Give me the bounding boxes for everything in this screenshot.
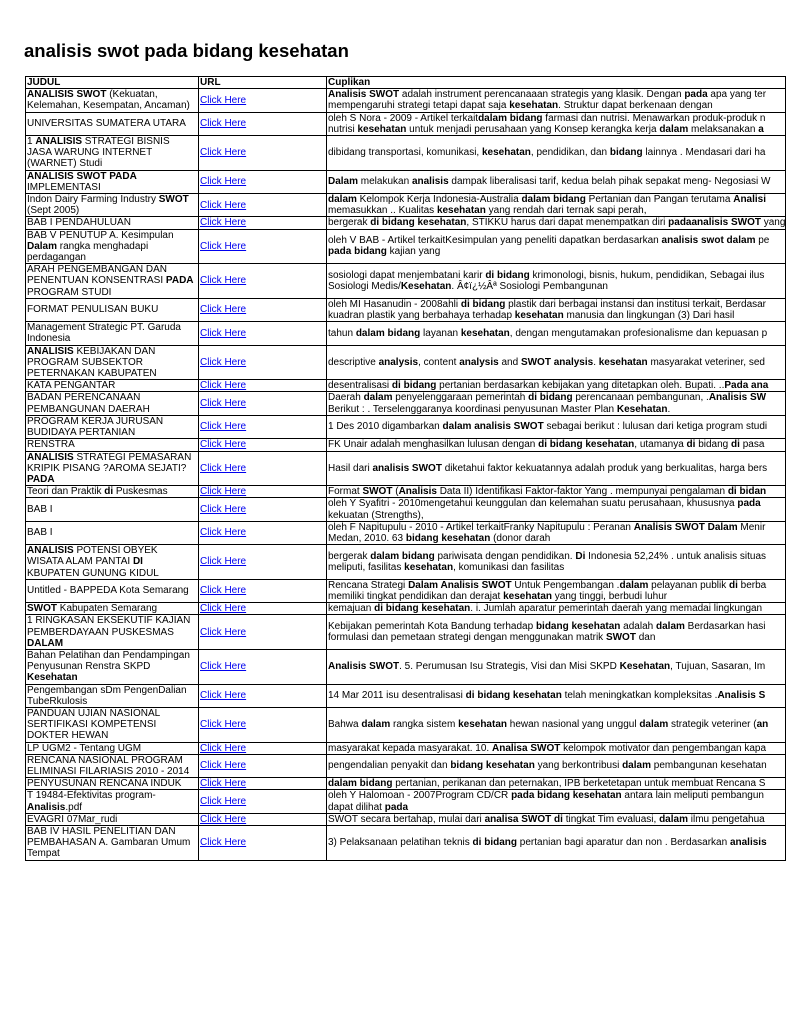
table-row (26, 439, 786, 451)
click-here-link[interactable]: Click Here (200, 327, 247, 339)
row-url-cell (199, 322, 327, 345)
row-snippet (327, 826, 786, 861)
row-title: SWOT Kabupaten Semarang (26, 603, 199, 615)
click-here-link[interactable]: Click Here (200, 719, 247, 731)
row-url-cell (199, 813, 327, 825)
row-title: 1 RINGKASAN EKSEKUTIF KAJIAN PEMBERDAYAAN PUSKESMAS DALAM (26, 615, 199, 650)
snippet-line: formulasi dan pemetaan strategi dengan menggunakan matrik SWOT dan (328, 632, 656, 644)
click-here-link[interactable]: Click Here (200, 421, 247, 433)
row-title: BAB IV HASIL PENELITIAN DAN PEMBAHASAN A. Gambaran Umum Tempat (26, 826, 199, 861)
table-row (26, 170, 786, 193)
results-table (25, 76, 786, 861)
row-title: Bahan Pelatihan dan Pendampingan Penyusunan Renstra SKPD Kesehatan (26, 649, 199, 684)
row-url-cell (199, 451, 327, 486)
snippet-line: kemajuan di bidang kesehatan. i. Jumlah aparatur pemerintah daerah yang memadai lingkungan (328, 603, 763, 615)
row-snippet (327, 229, 786, 264)
row-title: LP UGM2 - Tentang UGM (26, 742, 199, 754)
row-url-cell (199, 707, 327, 742)
snippet-line: bergerak dalam bidang pariwisata dengan pendidikan. Di Indonesia 52,24% . untuk analisis situas (328, 550, 767, 562)
table-row (26, 89, 786, 112)
row-url-cell (199, 486, 327, 498)
snippet-line: kekuatan (Strengths), (328, 509, 424, 521)
click-here-link[interactable]: Click Here (200, 527, 247, 539)
row-title: ANALISIS SWOT PADA IMPLEMENTASI (26, 170, 199, 193)
click-here-link[interactable]: Click Here (200, 503, 247, 515)
table-row (26, 603, 786, 615)
snippet-line: memiliki tingkat pendidikan dan derajat kesehatan yang tinggi, berbudi luhur (328, 590, 668, 602)
row-snippet (327, 89, 786, 112)
row-url-cell (199, 603, 327, 615)
row-title: Management Strategic PT. Garuda Indonesia (26, 322, 199, 345)
click-here-link[interactable]: Click Here (200, 813, 247, 825)
row-snippet (327, 217, 786, 229)
row-title: EVAGRI 07Mar_rudi (26, 813, 199, 825)
results-table-wrapper (25, 76, 786, 861)
row-url-cell (199, 229, 327, 264)
header-row (26, 77, 786, 89)
table-row (26, 778, 786, 790)
header-cuplikan: Cuplikan (327, 77, 786, 89)
row-url-cell (199, 754, 327, 777)
snippet-line: oleh F Napitupulu - 2010 - Artikel terkaitFranky Napitupulu : Peranan Analisis SWOT Dalam Menir (328, 521, 766, 533)
row-snippet (327, 439, 786, 451)
row-title: T 19484-Efektivitas program-Analisis.pdf (26, 790, 199, 813)
row-snippet (327, 170, 786, 193)
snippet-line: kuadran plastik yang berbahaya terhadap kesehatan manusia dan lingkungan (3) Dari hasil (328, 310, 735, 322)
snippet-line: Hasil dari analisis SWOT diketahui faktor kekuatannya adalah produk yang berkualitas, harga bers (328, 462, 768, 474)
click-here-link[interactable]: Click Here (200, 217, 247, 229)
snippet-line: pada bidang kajian yang (328, 246, 441, 258)
snippet-line: memasukkan .. Kualitas kesehatan yang rendah dari ternak sapi perah, (328, 205, 647, 217)
click-here-link[interactable]: Click Here (200, 661, 247, 673)
row-snippet (327, 649, 786, 684)
row-snippet (327, 451, 786, 486)
snippet-line: oleh Y Syafitri - 2010mengetahui keunggulan dan kelemahan suatu perusahaan, khususnya pada (328, 498, 761, 510)
row-title: PENYUSUNAN RENCANA INDUK (26, 778, 199, 790)
click-here-link[interactable]: Click Here (200, 585, 247, 597)
table-row (26, 813, 786, 825)
table-row (26, 322, 786, 345)
row-snippet (327, 603, 786, 615)
click-here-link[interactable]: Click Here (200, 275, 247, 287)
row-url-cell (199, 392, 327, 415)
click-here-link[interactable]: Click Here (200, 356, 247, 368)
snippet-line: pengendalian penyakit dan bidang kesehatan yang berkontribusi dalam pembangunan kesehatan (328, 760, 767, 772)
row-snippet (327, 684, 786, 707)
snippet-line: 1 Des 2010 digambarkan dalam analisis SWOT sebagai berikut : lulusan dari ketiga program studi (328, 421, 768, 433)
snippet-line: descriptive analysis, content analysis and SWOT analysis. kesehatan masyarakat veteriner, sed (328, 356, 765, 368)
table-row (26, 754, 786, 777)
table-row (26, 194, 786, 217)
table-row (26, 112, 786, 135)
row-snippet (327, 345, 786, 380)
header-judul: JUDUL (26, 77, 199, 89)
row-title: RENSTRA (26, 439, 199, 451)
click-here-link[interactable]: Click Here (200, 176, 247, 188)
snippet-line: oleh MI Hasanudin - 2008ahli di bidang plastik dari berbagai instansi dan institusi terkait, Berdasar (328, 298, 767, 310)
snippet-line: dibidang transportasi, komunikasi, kesehatan, pendidikan, dan bidang lainnya . Mendasari dari ha (328, 147, 766, 159)
snippet-line: SWOT secara bertahap, mulai dari analisa SWOT di tingkat Tim evaluasi, dalam ilmu pengetahua (328, 813, 765, 825)
row-url-cell (199, 136, 327, 171)
row-snippet (327, 754, 786, 777)
row-snippet (327, 392, 786, 415)
snippet-line: oleh Y Halomoan - 2007Program CD/CR pada bidang kesehatan antara lain meliputi pembangun (328, 790, 764, 802)
row-url-cell (199, 545, 327, 580)
table-row (26, 742, 786, 754)
snippet-line: Berikut : . Terselenggaranya koordinasi penyusunan Master Plan Kesehatan. (328, 403, 671, 415)
row-snippet (327, 112, 786, 135)
header-url: URL (199, 77, 327, 89)
table-row (26, 451, 786, 486)
table-row (26, 298, 786, 321)
row-url-cell (199, 89, 327, 112)
table-row (26, 415, 786, 438)
table-row (26, 217, 786, 229)
snippet-line: nutrisi kesehatan untuk menjadi perusahaan yang Konsep kerangka kerja dalam melaksanakan a (328, 123, 764, 135)
row-snippet (327, 521, 786, 544)
snippet-line: desentralisasi di bidang pertanian berdasarkan kebijakan yang ditetapkan oleh. Bupati. ..Pada ana (328, 380, 769, 392)
row-snippet (327, 380, 786, 392)
row-url-cell (199, 684, 327, 707)
snippet-line: dapat dilihat pada (328, 801, 409, 813)
table-row (26, 345, 786, 380)
table-row (26, 579, 786, 602)
row-snippet (327, 194, 786, 217)
row-snippet (327, 136, 786, 171)
row-snippet (327, 415, 786, 438)
row-title: Untitled - BAPPEDA Kota Semarang (26, 579, 199, 602)
row-title: BAB I PENDAHULUAN (26, 217, 199, 229)
row-title: PROGRAM KERJA JURUSAN BUDIDAYA PERTANIAN (26, 415, 199, 438)
page-title: analisis swot pada bidang kesehatan (24, 40, 349, 61)
row-title: ARAH PENGEMBANGAN DAN PENENTUAN KONSENTRASI PADA PROGRAM STUDI (26, 264, 199, 299)
snippet-line: sosiologi dapat menjembatani karir di bidang krimonologi, bisnis, hukum, pendidikan, Sebagai ilus (328, 269, 765, 281)
snippet-line: mempengaruhi strategi tetapi dapat saja kesehatan. Struktur dapat berkenaan dengan (328, 100, 713, 112)
snippet-line: Bahwa dalam rangka sistem kesehatan hewan nasional yang unggul dalam strategik veteriner (an (328, 719, 769, 731)
row-url-cell (199, 345, 327, 380)
row-url-cell (199, 579, 327, 602)
click-here-link[interactable]: Click Here (200, 837, 247, 849)
row-url-cell (199, 439, 327, 451)
click-here-link[interactable]: Click Here (200, 118, 247, 130)
click-here-link[interactable]: Click Here (200, 240, 247, 252)
click-here-link[interactable]: Click Here (200, 778, 247, 790)
row-title: ANALISIS KEBIJAKAN DAN PROGRAM SUBSEKTOR PETERNAKAN KABUPATEN (26, 345, 199, 380)
click-here-link[interactable]: Click Here (200, 439, 247, 451)
row-title: RENCANA NASIONAL PROGRAM ELIMINASI FILARIASIS 2010 - 2014 (26, 754, 199, 777)
snippet-line: Sosiologi Medis/Kesehatan. Â¢ï¿½Âª Sosiologi Pembangunan (328, 281, 608, 293)
row-snippet (327, 790, 786, 813)
table-row (26, 486, 786, 498)
row-title: BADAN PERENCANAAN PEMBANGUNAN DAERAH (26, 392, 199, 415)
snippet-line: Analisis SWOT adalah instrument perencanaaan strategis yang klasik. Dengan pada apa yang ter (328, 89, 767, 101)
row-title: UNIVERSITAS SUMATERA UTARA (26, 112, 199, 135)
row-title: PANDUAN UJIAN NASIONAL SERTIFIKASI KOMPETENSI DOKTER HEWAN (26, 707, 199, 742)
row-snippet (327, 778, 786, 790)
row-title: KATA PENGANTAR (26, 380, 199, 392)
table-row (26, 684, 786, 707)
row-title: BAB I (26, 498, 199, 521)
snippet-line: dalam bidang pertanian, perikanan dan peternakan, IPB berketetapan untuk membuat Rencana S (328, 778, 766, 790)
snippet-line: Format SWOT (Analisis Data II) Identifikasi Faktor-faktor Yang . mempunyai pengalaman di bidan (328, 486, 767, 498)
snippet-line: Daerah dalam penyelenggaraan pemerintah di bidang perencanaan pembangunan, .Analisis SW (328, 392, 767, 404)
table-row (26, 521, 786, 544)
row-url-cell (199, 380, 327, 392)
row-snippet (327, 486, 786, 498)
click-here-link[interactable]: Click Here (200, 147, 247, 159)
click-here-link[interactable]: Click Here (200, 462, 247, 474)
row-url-cell (199, 217, 327, 229)
row-url-cell (199, 615, 327, 650)
snippet-line: meliputi, fasilitas kesehatan, komunikasi dan fasilitas (328, 561, 565, 573)
row-url-cell (199, 790, 327, 813)
table-row (26, 380, 786, 392)
click-here-link[interactable]: Click Here (200, 486, 247, 498)
click-here-link[interactable]: Click Here (200, 742, 247, 754)
snippet-line: Kebijakan pemerintah Kota Bandung terhadap bidang kesehatan adalah dalam Berdasarkan hasi (328, 620, 766, 632)
row-url-cell (199, 194, 327, 217)
table-row (26, 545, 786, 580)
table-row (26, 790, 786, 813)
row-snippet (327, 498, 786, 521)
row-title: Pengembangan sDm PengenDalian TubeRkulosis (26, 684, 199, 707)
click-here-link[interactable]: Click Here (200, 603, 247, 615)
snippet-line: bergerak di bidang kesehatan, STIKKU harus dari dapat menempatkan diri padaanalisis SWOT yang (328, 217, 786, 229)
click-here-link[interactable]: Click Here (200, 556, 247, 568)
table-row (26, 826, 786, 861)
row-url-cell (199, 778, 327, 790)
table-row (26, 615, 786, 650)
click-here-link[interactable]: Click Here (200, 795, 247, 807)
row-snippet (327, 264, 786, 299)
click-here-link[interactable]: Click Here (200, 199, 247, 211)
row-url-cell (199, 264, 327, 299)
click-here-link[interactable]: Click Here (200, 690, 247, 702)
row-title: BAB V PENUTUP A. Kesimpulan Dalam rangka menghadapi perdagangan (26, 229, 199, 264)
row-url-cell (199, 298, 327, 321)
row-url-cell (199, 742, 327, 754)
row-url-cell (199, 415, 327, 438)
row-snippet (327, 322, 786, 345)
row-snippet (327, 813, 786, 825)
table-row (26, 649, 786, 684)
row-snippet (327, 615, 786, 650)
table-row (26, 264, 786, 299)
snippet-line: oleh S Nora - 2009 - Artikel terkaitdalam bidang farmasi dan nutrisi. Menawarkan produk-produk n (328, 112, 766, 124)
snippet-line: Medan, 2010. 63 bidang kesehatan (donor darah (328, 532, 551, 544)
row-title: BAB I (26, 521, 199, 544)
click-here-link[interactable]: Click Here (200, 626, 247, 638)
row-snippet (327, 707, 786, 742)
snippet-line: Rencana Strategi Dalam Analisis SWOT Untuk Pengembangan .dalam pelayanan publik di berba (328, 579, 767, 591)
row-url-cell (199, 498, 327, 521)
snippet-line: dalam Kelompok Kerja Indonesia-Australia dalam bidang Pertanian dan Pangan terutama Analisi (328, 194, 767, 206)
row-title: ANALISIS SWOT (Kekuatan, Kelemahan, Kesempatan, Ancaman) (26, 89, 199, 112)
table-row (26, 707, 786, 742)
table-row (26, 498, 786, 521)
row-title: ANALISIS STRATEGI PEMASARAN KRIPIK PISANG ?AROMA SEJATI? PADA (26, 451, 199, 486)
click-here-link[interactable]: Click Here (200, 380, 247, 392)
row-snippet (327, 298, 786, 321)
row-title: FORMAT PENULISAN BUKU (26, 298, 199, 321)
click-here-link[interactable]: Click Here (200, 94, 247, 106)
snippet-line: Dalam melakukan analisis dampak liberalisasi tarif, kedua belah pihak sepakat meng- Negosiasi W (328, 176, 771, 188)
row-snippet (327, 545, 786, 580)
snippet-line: 3) Pelaksanaan pelatihan teknis di bidang pertanian bagi aparatur dan non . Berdasarkan analisis (328, 837, 767, 849)
snippet-line: FK Unair adalah menghasilkan lulusan dengan di bidang kesehatan, utamanya di bidang di pasa (328, 439, 765, 451)
row-title: Teori dan Praktik di Puskesmas (26, 486, 199, 498)
snippet-line: tahun dalam bidang layanan kesehatan, dengan mengutamakan profesionalisme dan kepuasan p (328, 327, 768, 339)
row-snippet (327, 742, 786, 754)
table-row (26, 392, 786, 415)
row-url-cell (199, 649, 327, 684)
click-here-link[interactable]: Click Here (200, 760, 247, 772)
table-row (26, 229, 786, 264)
row-url-cell (199, 521, 327, 544)
click-here-link[interactable]: Click Here (200, 398, 247, 410)
results-body (26, 89, 786, 860)
row-url-cell (199, 170, 327, 193)
click-here-link[interactable]: Click Here (200, 304, 247, 316)
row-snippet (327, 579, 786, 602)
snippet-line: oleh V BAB - Artikel terkaitKesimpulan yang peneliti dapatkan berdasarkan analisis swot dalam pe (328, 235, 770, 247)
snippet-line: 14 Mar 2011 isu desentralisasi di bidang kesehatan telah meningkatkan kompleksitas .Analisis S (328, 690, 766, 702)
row-title: Indon Dairy Farming Industry SWOT (Sept 2005) (26, 194, 199, 217)
row-title: 1 ANALISIS STRATEGI BISNIS JASA WARUNG INTERNET (WARNET) Studi (26, 136, 199, 171)
snippet-line: Analisis SWOT. 5. Perumusan Isu Strategis, Visi dan Misi SKPD Kesehatan, Tujuan, Sasaran, Im (328, 661, 766, 673)
row-title: ANALISIS POTENSI OBYEK WISATA ALAM PANTAI DI KBUPATEN GUNUNG KIDUL (26, 545, 199, 580)
row-url-cell (199, 826, 327, 861)
row-url-cell (199, 112, 327, 135)
snippet-line: masyarakat kepada masyarakat. 10. Analisa SWOT kelompok motivator dan pengembangan kapa (328, 742, 767, 754)
table-row (26, 136, 786, 171)
